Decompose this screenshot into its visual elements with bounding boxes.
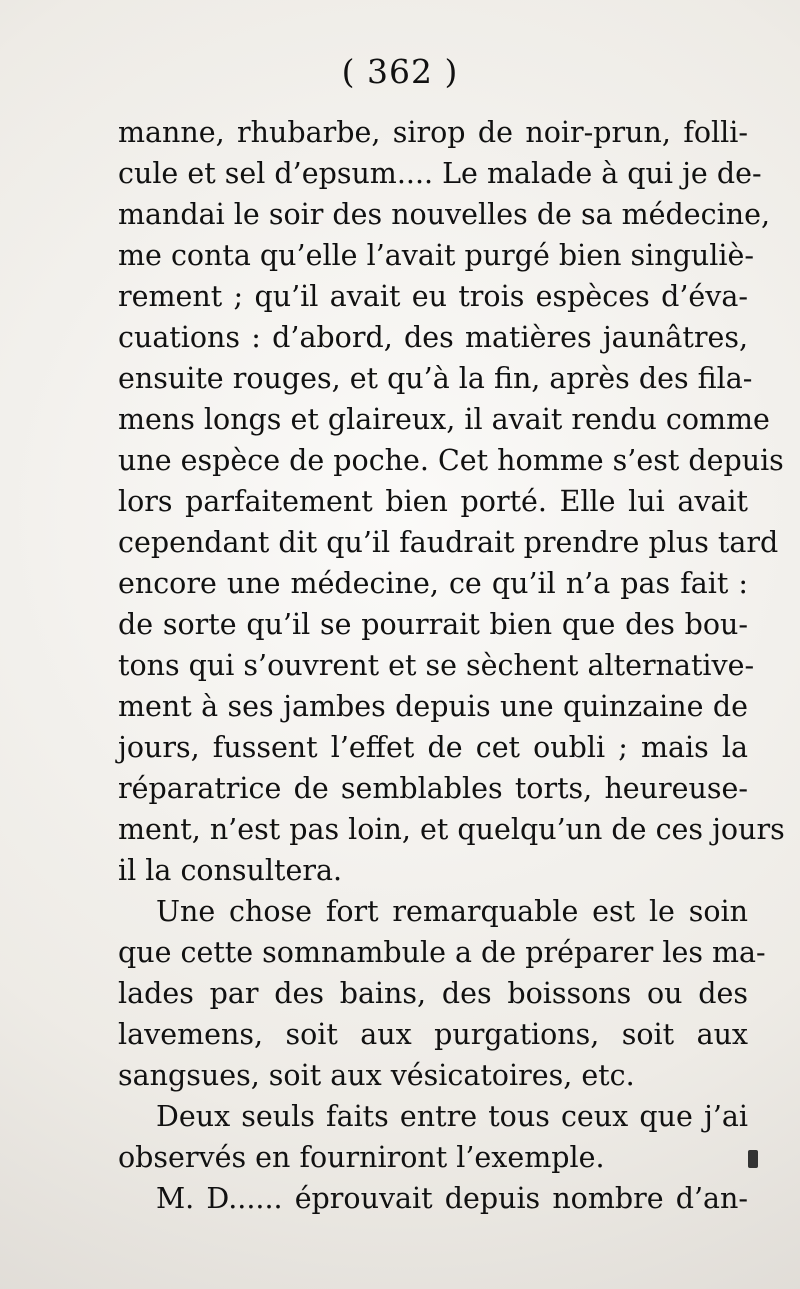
text-line: lors parfaitement bien porté. Elle lui avait (118, 485, 748, 518)
text-line: de sorte qu’il se pourrait bien que des bou- (118, 608, 748, 641)
paragraph-start-line: Une chose fort remarquable est le soin (156, 895, 748, 928)
text-line: encore une médecine, ce qu’il n’a pas fait : (118, 567, 748, 600)
text-line: une espèce de poche. Cet homme s’est depuis (118, 444, 784, 477)
text-line: ensuite rouges, et qu’à la fin, après des fila- (118, 362, 753, 395)
text-line: il la consultera. (118, 854, 343, 887)
text-line: cule et sel d’epsum.... Le malade à qui je de- (118, 157, 762, 190)
text-line: mens longs et glaireux, il avait rendu comme (118, 403, 770, 436)
text-line: lavemens, soit aux purgations, soit aux (118, 1018, 748, 1051)
page-number: ( 362 ) (341, 52, 459, 91)
text-line: que cette somnambule a de préparer les ma- (118, 936, 766, 969)
text-line: rement ; qu’il avait eu trois espèces d’éva- (118, 280, 748, 313)
text-line: lades par des bains, des boissons ou des (118, 977, 748, 1010)
text-line: cependant dit qu’il faudrait prendre plus tard (118, 526, 779, 559)
text-line: ment à ses jambes depuis une quinzaine de (118, 690, 748, 723)
text-line: ment, n’est pas loin, et quelqu’un de ces jours (118, 813, 785, 846)
body-text (118, 112, 785, 1219)
ink-mark (748, 1150, 758, 1168)
text-line: sangsues, soit aux vésicatoires, etc. (118, 1059, 635, 1092)
paragraph-start-line: Deux seuls faits entre tous ceux que j’ai (156, 1100, 748, 1133)
text-line: tons qui s’ouvrent et se sèchent alternative- (118, 649, 755, 682)
paragraph-start-line: M. D...... éprouvait depuis nombre d’an- (156, 1182, 748, 1215)
text-line: réparatrice de semblables torts, heureuse- (118, 772, 748, 805)
text-line: mandai le soir des nouvelles de sa médecine, (118, 198, 771, 231)
text-line: manne, rhubarbe, sirop de noir-prun, folli- (118, 116, 748, 149)
text-line: me conta qu’elle l’avait purgé bien singuliè- (118, 239, 754, 272)
text-line: cuations : d’abord, des matières jaunâtres, (118, 321, 748, 354)
text-line: jours, fussent l’effet de cet oubli ; mais la (118, 731, 748, 764)
text-line: observés en fourniront l’exemple. (118, 1141, 605, 1174)
